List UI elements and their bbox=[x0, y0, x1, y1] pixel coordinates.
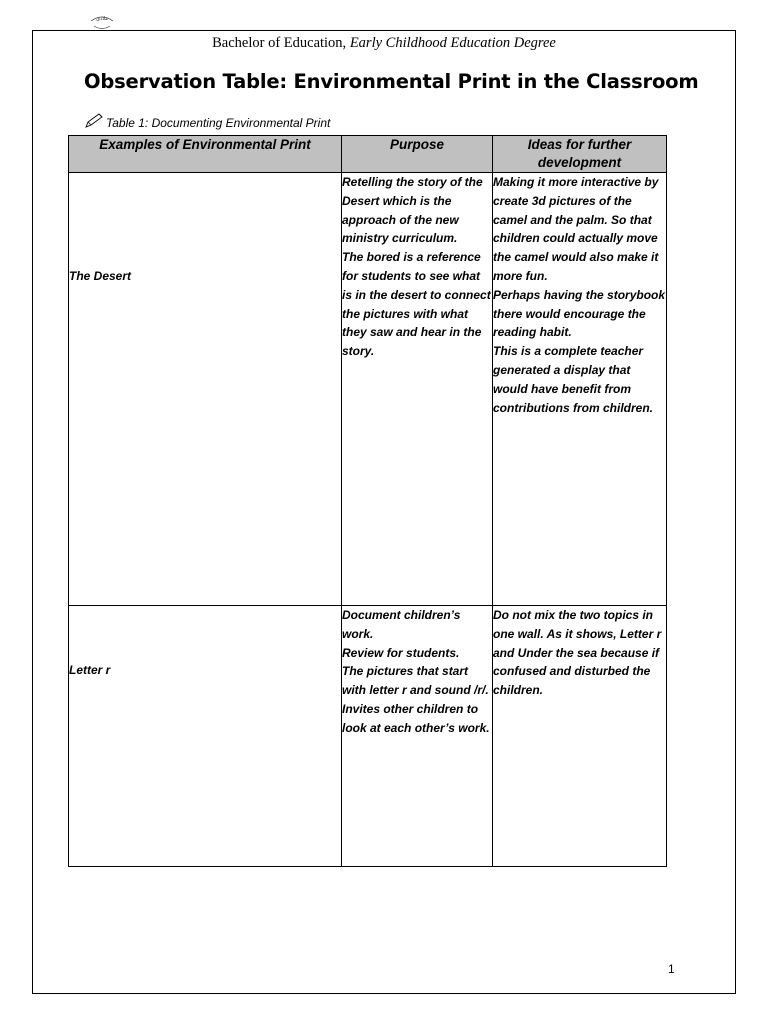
ideas-text: Making it more interactive by create 3d pictures of the camel and the palm. So that children could actually move the camel would also make it more fun. bbox=[493, 175, 659, 283]
caption-text: Table 1: Documenting Environmental Print bbox=[106, 116, 331, 130]
page-number: 1 bbox=[668, 962, 675, 976]
column-header: Ideas for further development bbox=[493, 136, 667, 173]
ideas-text: Perhaps having the storybook there would encourage the reading habit. bbox=[493, 287, 666, 340]
program-name: Bachelor of Education, bbox=[212, 35, 347, 51]
seal-icon bbox=[88, 12, 116, 32]
ideas-text: This is a complete teacher generated a display that would have benefit from contributions from children. bbox=[493, 344, 654, 415]
table-caption bbox=[84, 116, 330, 130]
purpose-text: Retelling the story of the Desert which is the approach of the new ministry curriculum. bbox=[342, 175, 483, 246]
logo-text: ملادي bbox=[96, 16, 108, 22]
table-row bbox=[69, 173, 667, 606]
column-header: Examples of Environmental Print bbox=[69, 136, 342, 173]
example-cell: Letter r bbox=[69, 606, 342, 867]
observation-table bbox=[68, 135, 667, 867]
purpose-text: Review for students. bbox=[342, 645, 460, 660]
purpose-text: The pictures that start with letter r and sound /r/. bbox=[342, 664, 489, 698]
purpose-text: Invites other children to look at each other’s work. bbox=[342, 701, 490, 735]
document-header bbox=[0, 35, 768, 52]
example-cell: The Desert bbox=[69, 173, 342, 606]
column-header: Purpose bbox=[342, 136, 493, 173]
degree-name: Early Childhood Education Degree bbox=[349, 35, 556, 51]
table-row bbox=[69, 606, 667, 867]
ideas-cell bbox=[493, 173, 667, 606]
purpose-text: Document children’s work. bbox=[342, 608, 461, 641]
purpose-text: The bored is a reference for students to see what is in the desert to connect the pictures with what they saw and hear in the story. bbox=[342, 250, 491, 359]
purpose-cell bbox=[342, 173, 493, 606]
logo bbox=[88, 12, 116, 32]
ideas-text: Do not mix the two topics in one wall. As it shows, Letter r and Under the sea because if confused and disturbed the children. bbox=[493, 608, 662, 698]
pencil-icon bbox=[84, 113, 106, 129]
page-title: Observation Table: Environmental Print in the Classroom bbox=[84, 70, 699, 93]
table-header-row bbox=[69, 136, 667, 173]
purpose-cell bbox=[342, 606, 493, 867]
ideas-cell bbox=[493, 606, 667, 867]
